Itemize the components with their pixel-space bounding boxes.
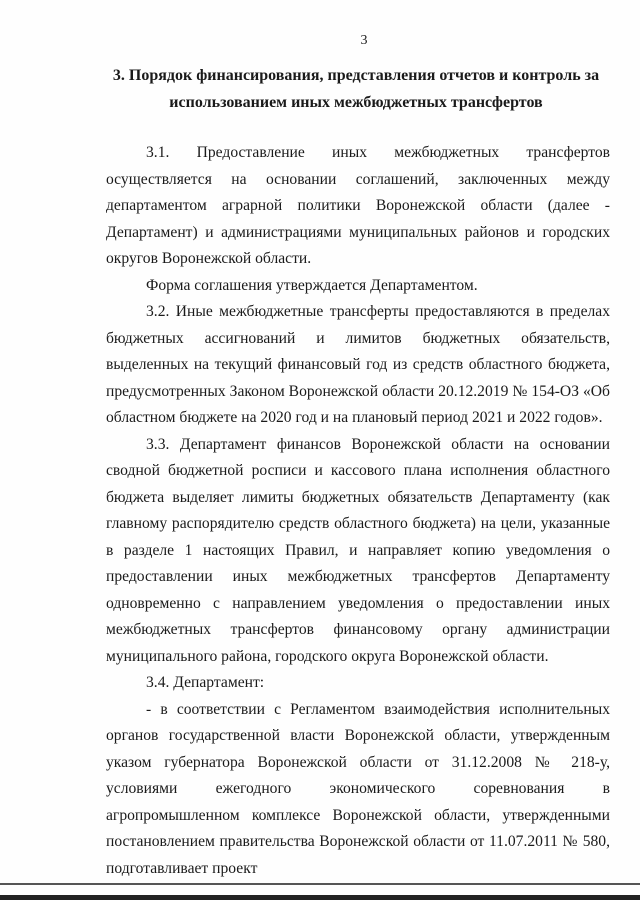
paragraph-3-1: 3.1. Предоставление иных межбюджетных трансфертов осуществляется на основании соглашений, заключенных между департаментом аграрной политики Воронежской области (далее - Департамент) и администрациями муниципальных районов и городских округов Воронежской области. — [106, 144, 610, 267]
paragraph-3-4: 3.4. Департамент: — [146, 674, 265, 691]
paragraph-3-3: 3.3. Департамент финансов Воронежской области на основании сводной бюджетной росписи и кассового плана исполнения областного бюджета выделяет лимиты бюджетных обязательств Департаменту (как главному распорядителю средств областного бюджета) на цели, указанные в разделе 1 настоящих Правил, и направляет копию уведомления о предоставлении иных межбюджетных трансфертов Департаменту одновременно с направлением уведомления о предоставлении иных межбюджетных трансфертов финансовому органу администрации муниципального района, городского округа Воронежской области. — [106, 435, 610, 665]
paragraph-3-2: 3.2. Иные межбюджетные трансферты предоставляются в пределах бюджетных ассигнований и лимитов бюджетных обязательств, выделенных на текущий финансовый год из средств областного бюджета, предусмотренных Законом Воронежской области 20.12.2019 № 154-ОЗ «Об областном бюджете на 2020 год и на плановый период 2021 и 2022 годов». — [106, 303, 610, 426]
bottom-edge-shadow — [0, 895, 640, 900]
paragraph-agreement-form: Форма соглашения утверждается Департаментом. — [146, 276, 478, 294]
page-number: 3 — [360, 33, 368, 48]
section-heading: 3. Порядок финансирования, представления отчетов и контроль за использованием иных межбюджетных трансфертов — [112, 67, 600, 111]
bottom-divider — [0, 883, 640, 885]
paragraph-3-4-item: - в соответствии с Регламентом взаимодействия исполнительных органов государственной власти Воронежской области, утвержденным указом губернатора Воронежской области от 31.12.2008 № 218-у, условиями ежегодного экономического соревнования в агропромышленном комплексе Воронежской области, утвержденными постановлением правительства Воронежской области от 11.07.2011 № 580, подготавливает проект — [106, 700, 610, 877]
document-body — [106, 140, 610, 882]
